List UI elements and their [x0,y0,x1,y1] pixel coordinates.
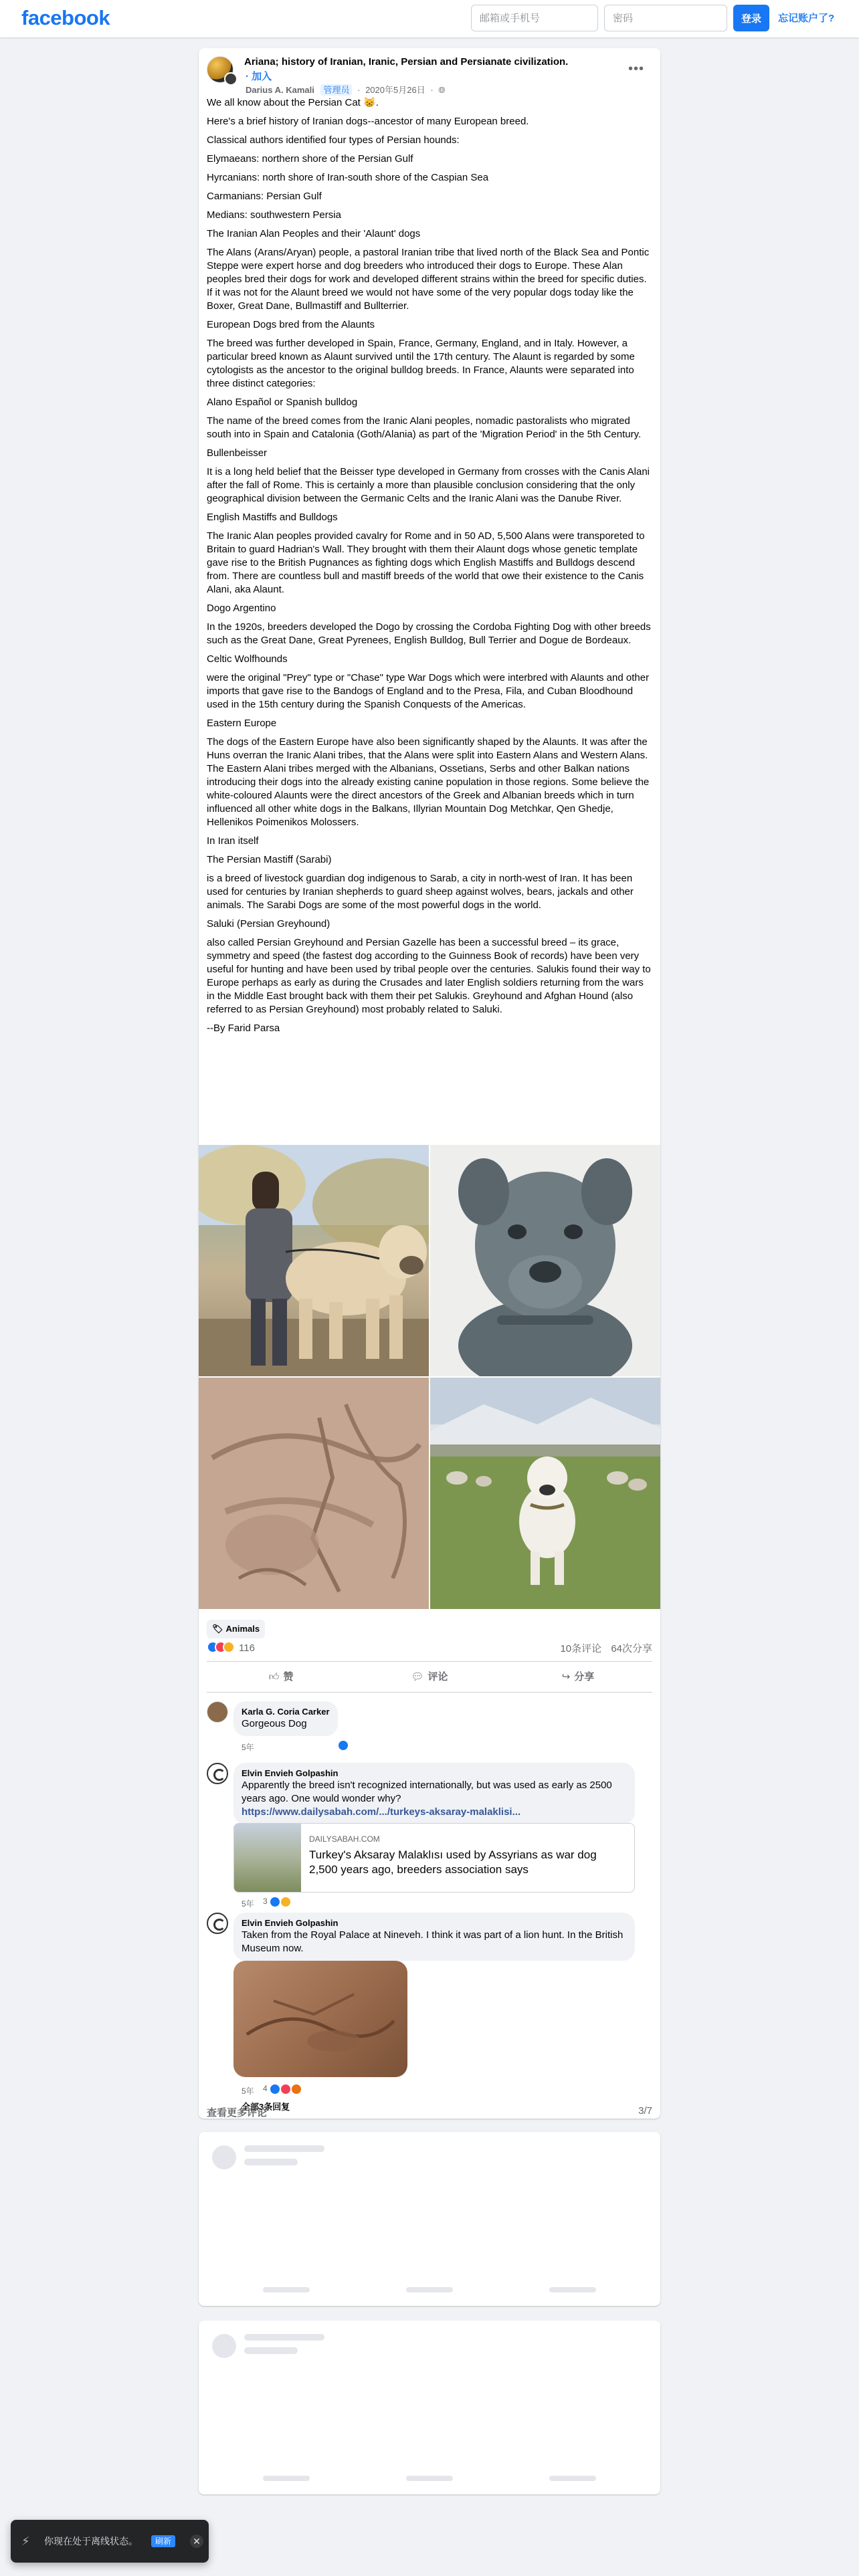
close-icon[interactable]: ✕ [190,2535,203,2548]
haha-reaction-icon [280,1897,291,1907]
post-paragraph: Saluki (Persian Greyhound) [207,918,330,930]
post-paragraph: The breed was further developed in Spain, France, Germany, England, and in Italy. However, a particular breed known as Alaunt survived until the 17th century. The Alaunt is regarded by some cytologists as the ancestor to the original bulldog breeds. In France, Alaunts were separated into three distinct categories: [207,338,635,389]
post-paragraph: European Dogs bred from the Alaunts [207,319,375,330]
angry-reaction-icon [291,2084,302,2095]
comment-button[interactable]: 💬︎ 评论 [355,1665,504,1689]
globe-icon: 🌐︎ [438,85,446,95]
comment-time[interactable]: 5年 [242,2086,254,2096]
dog-statue-photo[interactable] [430,1145,660,1376]
post-paragraph: We all know about the Persian Cat 😸. [207,97,379,108]
commenter-avatar[interactable] [207,1763,228,1784]
post-paragraph: Classical authors identified four types of Persian hounds: [207,134,460,146]
offline-message: 你现在处于离线状态。 [44,2536,138,2547]
love-reaction-icon [280,2084,291,2095]
share-icon: ↪ [561,1671,571,1683]
comment-count-link[interactable]: 10条评论 [560,1643,602,1654]
commenter-avatar[interactable] [207,1701,228,1723]
tag-icon: 🏷︎ [212,1624,223,1634]
post-paragraph: In the 1920s, breeders developed the Dogo by crossing the Cordoba Fighting Dog with other breeds such as the Great Dane, Great Pyrenees, English Bulldog, Bull Terrier and Dogue de Bordeaux. [207,621,651,646]
view-replies-link[interactable]: 全部3条回复 [242,2102,290,2112]
post-paragraph: --By Farid Parsa [207,1023,280,1034]
post-paragraph: Hyrcanians: north shore of Iran-south shore of the Caspian Sea [207,172,489,183]
post-paragraph: The dogs of the Eastern Europe have also been significantly shaped by the Alaunts. It was after the Huns overran the Iranic Alani tribes, that the Alans were split into Eastern Alans and Western Alans. The Eastern Alani tribes merged with the Albanians, Ossetians, Serbs and other Balkan nations introducing their dogs into the already existing canine population in those regions. Some believe the white-coloured Alaunts were the direct ancestors of the Greek and Albanian breeds which in turn influenced all other white dogs in the Balkans, Illyrian Mountain Dog Metchkar, Qen Ghedje, Hellenikos Poimenikos Molossers. [207,736,650,828]
divider [207,1692,652,1693]
post-paragraph: It is a long held belief that the Beisser type developed in Germany from crosses with the Canis Alani after the fall of Rome. This is certainly a more than plausible conclusion considering that the only geographical division between the Germanic Celts and the Iranic Alani was the Danube River. [207,466,650,504]
white-dog-field-photo[interactable] [430,1378,660,1609]
comment-time[interactable]: 5年 [242,1899,254,1909]
comment-link[interactable]: https://www.dailysabah.com/.../turkeys-aksaray-malaklisi... [242,1806,521,1818]
commenter-name-link[interactable]: Karla G. Coria Carker [242,1707,330,1717]
post-paragraph: The name of the breed comes from the Iranic Alani peoples, nomadic pastoralists who migrated south into in Spain and Catalonia (Goth/Alania) as part of the 'Migration Period' in the 5th Century. [207,415,642,440]
comment-reactions[interactable] [338,1740,349,1751]
password-input[interactable] [604,5,727,31]
post-card [199,48,660,2119]
post-paragraph: Medians: southwestern Persia [207,209,341,221]
topic-tag[interactable] [207,1620,265,1638]
post-meta: Darius A. Kamali 管理员 · 2020年5月26日 · 🌐︎ [246,85,446,95]
link-preview-card[interactable] [233,1823,635,1893]
author-avatar[interactable] [224,72,237,86]
wow-reaction-icon [223,1641,235,1653]
comment-icon: 💬︎ [411,1671,424,1683]
post-paragraph: Carmanians: Persian Gulf [207,191,322,202]
comment-relief-photo[interactable] [233,1961,407,2077]
forgot-account-link[interactable]: 忘记账户了? [778,13,835,24]
post-paragraph: Eastern Europe [207,718,277,729]
comment-reactions[interactable]: 4 [263,2084,302,2095]
post-paragraph: Celtic Wolfhounds [207,653,288,665]
post-stats [207,1640,652,1656]
link-domain: DAILYSABAH.COM [309,1834,380,1844]
comment-text: Gorgeous Dog [242,1718,307,1729]
post-header [207,55,652,95]
loading-post-placeholder [199,2321,660,2494]
facebook-logo[interactable]: facebook [21,6,110,29]
man-with-mastiff-photo[interactable] [199,1145,429,1376]
like-reaction-icon [338,1740,349,1751]
post-paragraph: In Iran itself [207,835,259,847]
admin-badge: 管理员 [320,84,352,96]
post-paragraph: also called Persian Greyhound and Persian Gazelle has been a successful breed – its grace, symmetry and speed (the fastest dog according to the Guinness Book of records) have been very useful for hunting and have been used by tribal people over the centuries. Salukis found their way to Europe perhaps as early as during the Crusades and later English soldiers returning from the wars in the Middle East brought back with them their pet Salukis. Greyhound and Afghan Hound (also referred to as Persian Greyhound) most probably related to Saluki. [207,937,651,1015]
comment-reactions[interactable]: 3 [263,1897,291,1907]
view-more-comments-link[interactable]: 查看更多评论 [207,2107,268,2119]
commenter-name-link[interactable]: Elvin Envieh Golpashin [242,1918,339,1928]
comment-text: Apparently the breed isn't recognized internationally, but was used as early as 2500 years ago. One would wonder why? [242,1780,612,1804]
like-reaction-icon [270,1897,280,1907]
comments-pager: 3/7 [638,2105,652,2117]
stone-relief-photo[interactable] [199,1378,429,1609]
comment-bubble [233,1763,635,1824]
loading-post-placeholder [199,2132,660,2306]
post-paragraph: Alano Español or Spanish bulldog [207,397,358,408]
commenter-name-link[interactable]: Elvin Envieh Golpashin [242,1768,339,1778]
post-paragraph: Dogo Argentino [207,603,276,614]
post-paragraph: The Persian Mastiff (Sarabi) [207,854,332,865]
post-actions [207,1662,652,1692]
post-paragraph: The Iranic Alan peoples provided cavalry for Rome and in 50 AD, 5,500 Alans were transporeted to Britain to guard Hadrian's Wall. They brought with them their Alaunt dogs whose genetic template gave rise to the British Pugnances as fighting dogs which English Mastiffs and Bulldogs descend from. There are countless bull and mastiff breeds of the world that owe their existence to the Canis Alani, aka Alaunt. [207,530,645,595]
post-paragraph: were the original "Prey" type or "Chase" type War Dogs which were interbred with Alaunts and other imports that gave rise to the Bandogs of England and to the Presa, Fila, and Cuban Bloodhound used in the 15th century during the Spanish Conquests of the Americas. [207,672,650,710]
comment-bubble [233,1913,635,1961]
link-title: Turkey's Aksaray Malaklısı used by Assyrians as war dog 2,500 years ago, breeders association says [309,1848,597,1876]
commenter-avatar[interactable] [207,1913,228,1934]
offline-toast [11,2520,209,2563]
photo-grid [199,1145,660,1610]
group-name-link[interactable]: Ariana; history of Iranian, Iranic, Persian and Persianate civilization. [244,56,569,68]
post-paragraph: Here's a brief history of Iranian dogs--ancestor of many European breed. [207,116,529,127]
topic-tag-label: Animals [225,1624,260,1634]
email-input[interactable] [471,5,598,31]
post-paragraph: Bullenbeisser [207,447,268,459]
post-paragraph: English Mastiffs and Bulldogs [207,512,338,523]
top-navigation-bar [0,0,859,37]
post-text [207,96,652,1041]
post-date-link[interactable]: 2020年5月26日 [365,85,425,95]
more-options-icon[interactable]: ••• [628,62,644,76]
post-paragraph: The Iranian Alan Peoples and their 'Alaunt' dogs [207,228,421,239]
thumbs-up-icon: 👍︎ [268,1671,280,1683]
post-paragraph: The Alans (Arans/Aryan) people, a pastoral Iranian tribe that lived north of the Black Sea and Pontic Steppe were expert horse and dog breeders who introduced their dogs to Europe. These Alan peoples bred their dogs for work and developed different strains within the breed for specific duties. If it was not for the Alaunt breed we would not have some of the very popular dogs today like the Boxer, Great Dane, Bullmastiff and Bullterrier. [207,247,650,312]
join-group-link[interactable]: · 加入 [246,71,272,82]
link-thumbnail [234,1824,301,1893]
wifi-off-icon: ⚡︎ [21,2535,30,2548]
like-button[interactable]: 👍︎ 赞 [207,1665,355,1689]
like-reaction-icon [270,2084,280,2095]
comment-bubble [233,1701,338,1736]
divider [207,1661,652,1662]
share-button[interactable]: ↪ 分享 [504,1665,652,1689]
comment-text: Taken from the Royal Palace at Nineveh. I think it was part of a lion hunt. In the British Museum now. [242,1929,624,1954]
login-button[interactable]: 登录 [733,5,769,31]
post-paragraph: is a breed of livestock guardian dog indigenous to Sarab, a city in north-west of Iran. It has been used for centuries by Iranian shepherds to guard sheep against wolves, bears, jackals and other animals. The Sarabi Dogs are some of the most powerful dogs in the world. [207,873,634,911]
author-name-link[interactable]: Darius A. Kamali [246,85,314,95]
comment-time[interactable]: 5年 [242,1743,254,1752]
post-paragraph: Elymaeans: northern shore of the Persian Gulf [207,153,413,165]
reaction-count: 116 [239,1642,255,1654]
share-count-link[interactable]: 64次分享 [611,1643,652,1654]
refresh-button[interactable]: 刷新 [151,2535,175,2547]
